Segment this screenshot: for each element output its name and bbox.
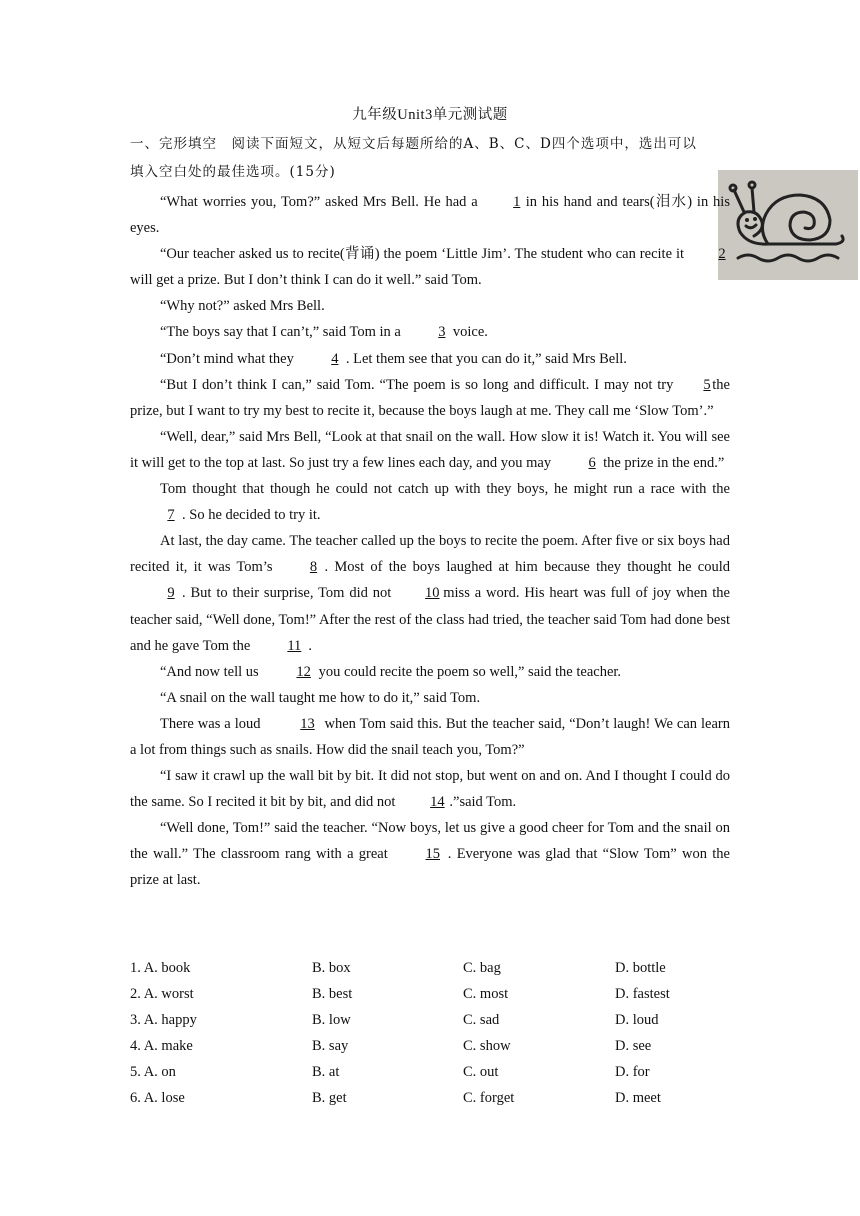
option-c: C. out bbox=[463, 1064, 499, 1081]
passage-paragraph: Tom thought that though he could not catch up with they boys, he might run a race with the 7 . So he decided to try it. bbox=[130, 476, 730, 528]
option-row bbox=[130, 955, 740, 981]
passage-paragraph: “The boys say that I can’t,” said Tom in a 3 voice. bbox=[130, 319, 730, 345]
option-b: B. box bbox=[312, 960, 351, 976]
blank-8: 8 bbox=[309, 559, 318, 576]
option-c: C. show bbox=[463, 1038, 511, 1055]
passage-paragraph: “Well, dear,” said Mrs Bell, “Look at that snail on the wall. How slow it is! Watch it. You will see it will get to the top at last. So just try a few lines each day, and you may 6 the prize in the end.” bbox=[130, 424, 730, 476]
option-a: 1. A. book bbox=[130, 960, 191, 976]
blank-7: 7 bbox=[167, 507, 175, 524]
blank-2: 2 bbox=[718, 246, 726, 263]
passage-paragraph: “What worries you, Tom?” asked Mrs Bell. He had a 1 in his hand and tears(泪水) in his eyes. bbox=[130, 189, 730, 241]
blank-13: 13 bbox=[300, 715, 315, 732]
option-b: B. get bbox=[312, 1090, 347, 1107]
option-d: D. for bbox=[615, 1064, 650, 1081]
option-a: 4. A. make bbox=[130, 1038, 193, 1055]
passage bbox=[130, 189, 730, 894]
option-row bbox=[130, 1059, 740, 1085]
option-row bbox=[130, 1007, 740, 1033]
option-d: D. see bbox=[615, 1038, 652, 1055]
blank-14: 14 bbox=[430, 794, 445, 811]
instruction-line-2: 填入空白处的最佳选项。(15分) bbox=[130, 164, 336, 180]
option-a: 6. A. lose bbox=[130, 1090, 185, 1107]
option-c: C. most bbox=[463, 986, 509, 1003]
blank-4: 4 bbox=[331, 350, 339, 367]
option-row bbox=[130, 1033, 740, 1059]
option-b: B. say bbox=[312, 1038, 349, 1055]
passage-paragraph: “A snail on the wall taught me how to do it,” said Tom. bbox=[160, 689, 481, 706]
blank-1: 1 bbox=[513, 194, 521, 210]
option-c: C. bag bbox=[463, 960, 501, 976]
passage-paragraph: “Why not?” asked Mrs Bell. bbox=[160, 298, 325, 315]
passage-paragraph: “I saw it crawl up the wall bit by bit. It did not stop, but went on and on. And I thought I could do the same. So I recited it bit by bit, and did not 14 .”said Tom. bbox=[130, 763, 730, 815]
blank-11: 11 bbox=[287, 637, 302, 654]
blank-12: 12 bbox=[296, 663, 311, 680]
blank-9: 9 bbox=[167, 585, 175, 602]
option-b: B. low bbox=[312, 1012, 351, 1029]
passage-paragraph: “Our teacher asked us to recite(背诵) the poem ‘Little Jim’. The student who can recite it 2will get a prize. But I don’t think I can do it well.” said Tom. bbox=[130, 241, 730, 293]
passage-paragraph: “Well done, Tom!” said the teacher. “Now boys, let us give a good cheer for Tom and the snail on the wall.” The classroom rang with a great 15 . Everyone was glad that “Slow Tom” won the prize at last. bbox=[130, 820, 730, 889]
blank-15: 15 bbox=[425, 846, 441, 863]
option-b: B. best bbox=[312, 986, 353, 1003]
option-c: C. sad bbox=[463, 1012, 500, 1029]
option-d: D. loud bbox=[615, 1012, 659, 1029]
answer-options bbox=[130, 955, 740, 1112]
blank-6: 6 bbox=[588, 454, 596, 471]
blank-10: 10 bbox=[425, 585, 440, 602]
instruction-line-1: 一、完形填空 阅读下面短文，从短文后每题所给的A、B、C、D四个选项中，选出可以 bbox=[130, 136, 697, 152]
option-c: C. forget bbox=[463, 1090, 515, 1107]
snail-drawing-image bbox=[718, 170, 858, 280]
passage-paragraph: “And now tell us 12 you could recite the poem so well,” said the teacher. bbox=[130, 659, 730, 685]
blank-5: 5 bbox=[703, 376, 711, 393]
option-a: 2. A. worst bbox=[130, 986, 194, 1003]
option-a: 3. A. happy bbox=[130, 1012, 197, 1029]
option-a: 5. A. on bbox=[130, 1064, 176, 1081]
passage-paragraph: There was a loud 13 when Tom said this. But the teacher said, “Don’t laugh! We can learn a lot from things such as snails. How did the snail teach you, Tom?” bbox=[130, 711, 730, 763]
option-d: D. meet bbox=[615, 1090, 661, 1107]
option-row bbox=[130, 1085, 740, 1111]
passage-paragraph: At last, the day came. The teacher called up the boys to recite the poem. After five or six boys had recited it, it was Tom’s 8 . Most of the boys laughed at him because they thought he could9 . But to their surprise, Tom did not 10 miss a word. His heart was full of joy when the teacher said, “Well done, Tom!” After the rest of the class had tried, the teacher said Tom had done best and he gave Tom the 11 . bbox=[130, 528, 730, 658]
option-d: D. bottle bbox=[615, 960, 666, 976]
blank-3: 3 bbox=[438, 324, 446, 341]
option-b: B. at bbox=[312, 1064, 340, 1081]
passage-paragraph: “But I don’t think I can,” said Tom. “The poem is so long and difficult. I may not try 5 the prize, but I want to try my best to recite it, because the boys laugh at me. They call me ‘Slow Tom’.” bbox=[130, 372, 730, 424]
page-title: 九年级Unit3单元测试题 bbox=[352, 107, 508, 123]
option-row bbox=[130, 981, 740, 1007]
passage-paragraph: “Don’t mind what they 4 . Let them see that you can do it,” said Mrs Bell. bbox=[130, 346, 730, 372]
option-d: D. fastest bbox=[615, 986, 670, 1003]
